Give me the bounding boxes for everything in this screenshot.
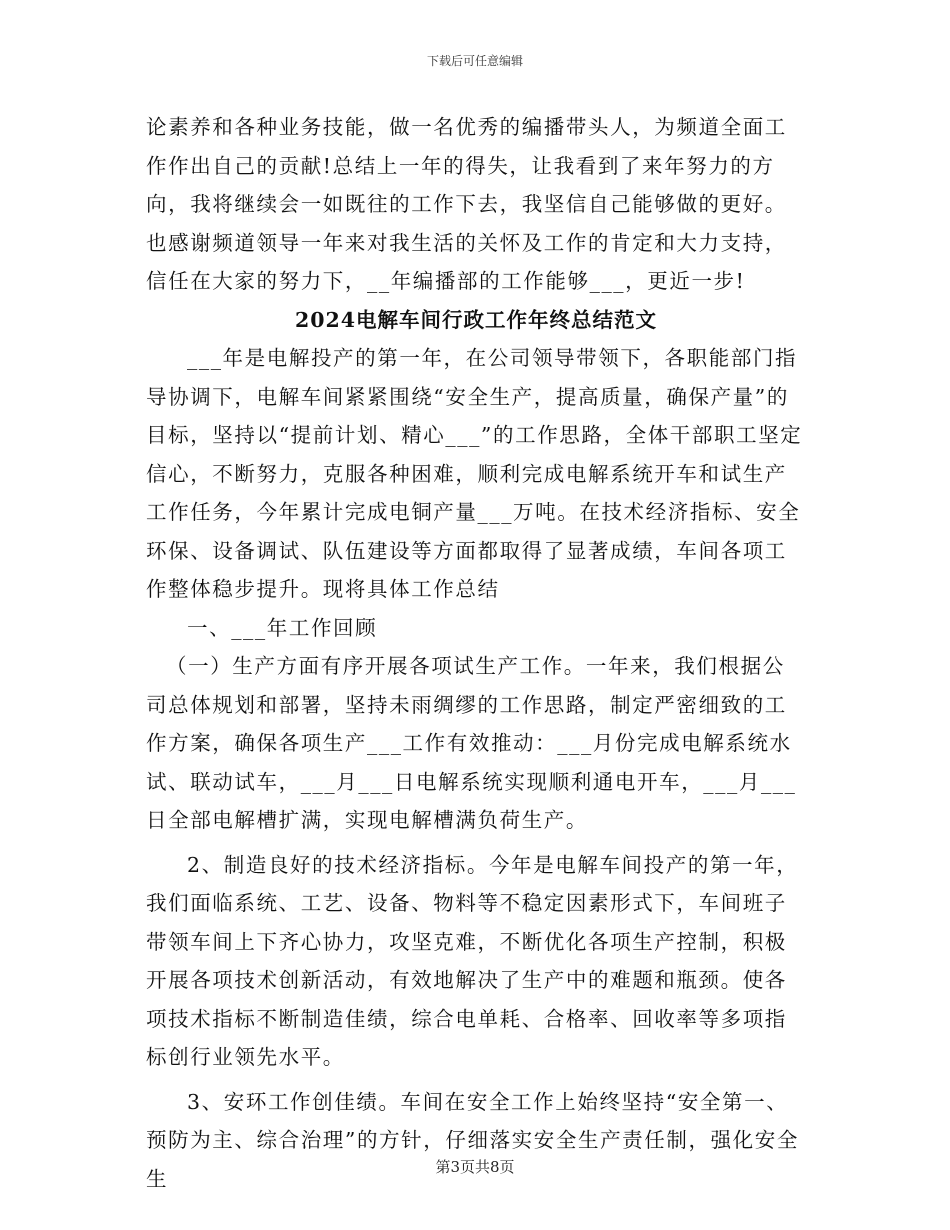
paragraph-technical: 2、制造良好的技术经济指标。今年是电解车间投产的第一年，我们面临系统、工艺、设备、物料等不稳定因素形式下，车间班子带领车间上下齐心协力，攻坚克难，不断优化各项生产控制，积极开展各项技术创新活动，有效地解决了生产中的难题和瓶颈。使各项技术指标不断制造佳绩，综合电单耗、合格率、回收率等多项指标创行业领先水平。 — [146, 852, 799, 1069]
section-heading: 一、___年工作回顾 — [187, 615, 378, 640]
paragraph-safety: 3、安环工作创佳绩。车间在安全工作上始终坚持“安全第一、预防为主、综合治理”的方针，仔细落实安全生产责任制，强化安全生 — [146, 1089, 799, 1191]
document-body — [146, 108, 806, 1198]
document-title: 2024电解车间行政工作年终总结范文 — [294, 307, 658, 332]
paragraph-continued: 论素养和各种业务技能，做一名优秀的编播带头人，为频道全面工作作出自己的贡献!总结上一年的得失，让我看到了来年努力的方向，我将继续会一如既往的工作下去，我坚信自己能够做的更好。也感谢频道领导一年来对我生活的关怀及工作的肯定和大力支持，信任在大家的努力下，__年编播部的工作能够___，更近一步! — [146, 115, 787, 293]
page-header: 下载后可任意编辑 — [426, 54, 523, 68]
paragraph-production: （一）生产方面有序开展各项试生产工作。一年来，我们根据公司总体规划和部署，坚持未雨绸缪的工作思路，制定严密细致的工作方案，确保各项生产___工作有效推动：___月份完成电解系统水试、联动试车，___月___日电解系统实现顺利通电开车，___月___日全部电解槽扩满，实现电解槽满负荷生产。 — [146, 654, 797, 832]
page-footer: 第3页共8页 — [435, 1158, 515, 1176]
paragraph-intro: ___年是电解投产的第一年，在公司领导带领下，各职能部门指导协调下，电解车间紧紧围绕“安全生产，提高质量，确保产量”的目标，坚持以“提前计划、精心___”的工作思路，全体干部职工坚定信心，不断努力，克服各种困难，顺利完成电解系统开车和试生产工作任务，今年累计完成电铜产量___万吨。在技术经济指标、安全环保、设备调试、队伍建设等方面都取得了显著成绩，车间各项工作整体稳步提升。现将具体工作总结 — [146, 346, 803, 601]
